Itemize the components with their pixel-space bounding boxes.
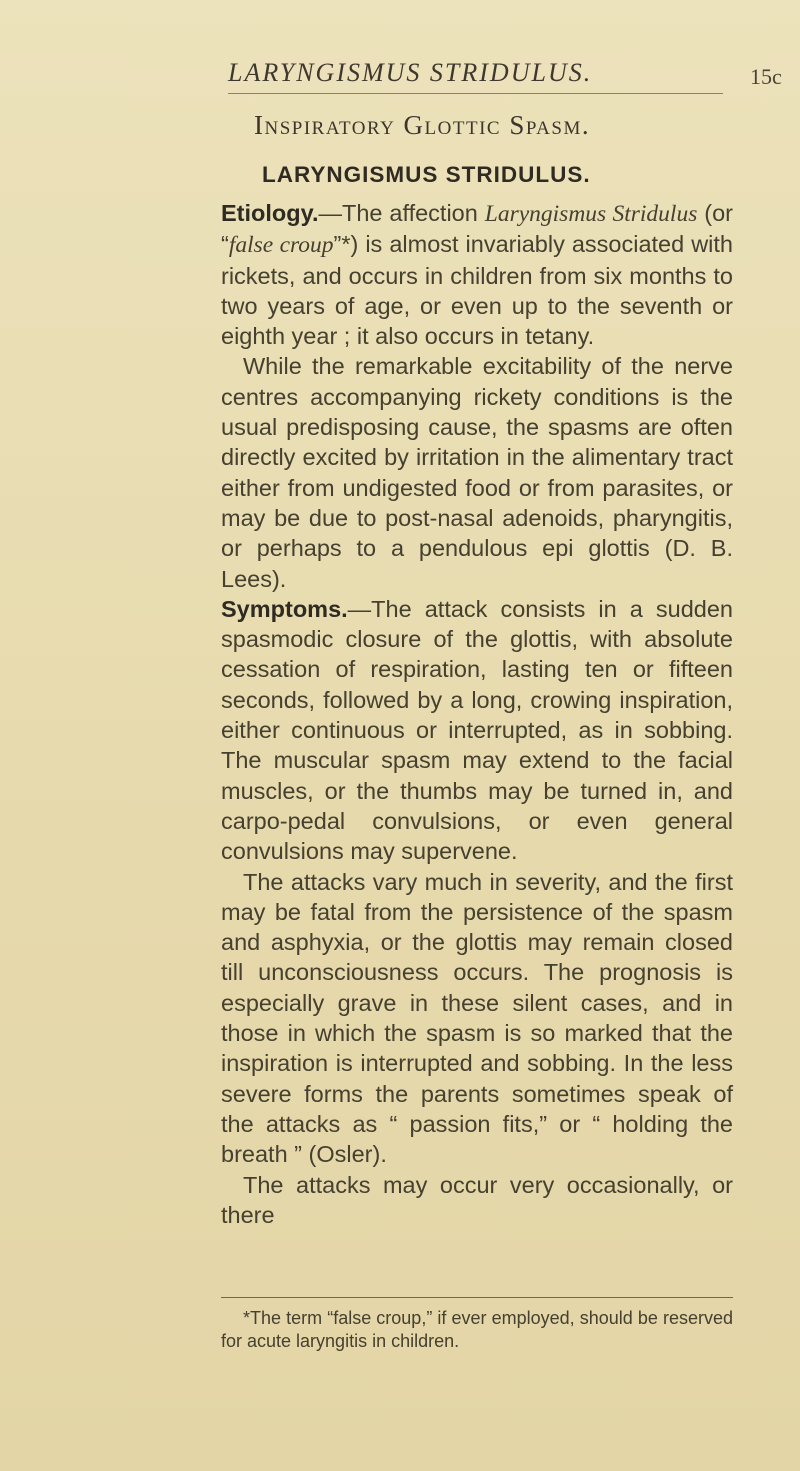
page-number: 15c <box>750 64 782 89</box>
etiology-paragraph <box>221 198 733 351</box>
etiology-term-alt: false croup <box>228 232 334 259</box>
symptoms-paragraph <box>221 594 733 867</box>
subtitle: LARYNGISMUS STRIDULUS. <box>262 162 591 187</box>
footnote <box>221 1307 733 1353</box>
etiology-text-mid: (or “ <box>221 200 733 258</box>
etiology-heading: Etiology. <box>221 200 319 226</box>
running-head: LARYNGISMUS STRIDULUS. <box>228 58 593 87</box>
symptoms-text: —The attack consists in a sudden spasmodic closure of the glottis, with absolute cessation of respiration, lasting ten or fifteen seconds, followed by a long, crowing inspiration, either continuous or interrupted, as in sobbing. The muscular spasm may extend to the facial muscles, or the thumbs may be turned in, and carpo-pedal convulsions, or even general convulsions may supervene. <box>221 595 733 865</box>
etiology-text-post: ”*) is almost invariably associated with rickets, and occurs in children from six months to two years of age, or even up to the seventh or eighth year ; it also occurs in tetany. <box>221 231 733 350</box>
header-rule <box>228 93 723 94</box>
etiology-text-pre: —The affection <box>318 200 485 226</box>
footnote-text: *The term “false croup,” if ever employed, should be reserved for acute laryngitis in children. <box>221 1308 733 1351</box>
etiology-term: Laryngismus Stridulus <box>484 201 698 227</box>
etiology-continuation-paragraph: While the remarkable excitability of the nerve centres accompanying rickety conditions is the usual predisposing cause, the spasms are often directly excited by irritation in the alimentary tract either from undigested food or from parasites, or may be due to post-nasal adenoids, pharyngitis, or perhaps to a pendulous epi glottis (D. B. Lees). <box>221 353 733 592</box>
occurrence-paragraph: The attacks may occur very occasionally, or there <box>221 1171 733 1228</box>
section-title: Inspiratory Glottic Spasm. <box>254 110 591 140</box>
symptoms-heading: Symptoms. <box>221 595 348 622</box>
footnote-rule <box>221 1297 733 1298</box>
body-text <box>221 198 733 1230</box>
severity-paragraph: The attacks vary much in severity, and the first may be fatal from the persistence of the spasm and asphyxia, or the glottis may remain closed till unconsciousness occurs. The prognosis is especially grave in these silent cases, and in those in which the spasm is so marked that the inspiration is interrupted and sobbing. In the less severe forms the parents sometimes speak of the attacks as “ passion fits,” or “ holding the breath ” (Osler). <box>221 868 733 1168</box>
